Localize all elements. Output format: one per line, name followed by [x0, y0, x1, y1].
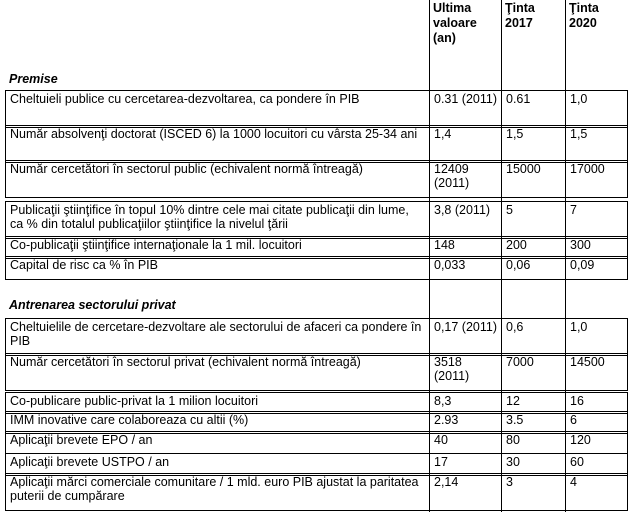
section-title-row	[5, 296, 429, 316]
target-2020: 6	[565, 412, 628, 433]
table-header-row	[5, 0, 628, 62]
target-2017: 7000	[501, 354, 565, 390]
header-target-2020: Ţinta 2020	[569, 1, 599, 30]
last-value: 3,8 (2011)	[429, 202, 501, 238]
target-2020: 14500	[565, 354, 628, 390]
table-row	[5, 160, 628, 198]
last-value: 8,3	[429, 393, 501, 413]
last-value: 0,033	[429, 257, 501, 279]
target-2020: 120	[565, 432, 628, 453]
section-title-row	[5, 70, 429, 90]
header-empty-cell	[5, 0, 429, 62]
target-2020: 300	[565, 237, 628, 258]
target-2020: 7	[565, 202, 628, 238]
section-title: Antrenarea sectorului privat	[9, 298, 176, 312]
target-2017: 3.5	[501, 412, 565, 433]
indicator-label: IMM inovative care colaboreaza cu altii (%)	[5, 412, 429, 433]
last-value: 17	[429, 454, 501, 475]
table-row	[5, 431, 628, 454]
target-2020: 1,5	[565, 126, 628, 162]
indicator-label: Cheltuielile de cercetare-dezvoltare ale sectorului de afaceri ca pondere în PIB	[5, 319, 429, 355]
last-value: 3518 (2011)	[429, 354, 501, 390]
indicator-label: Co-publicaţii ştiinţifice internaţionale la 1 mil. locuitori	[5, 237, 429, 258]
target-2020: 1,0	[565, 319, 628, 355]
last-value: 40	[429, 432, 501, 453]
indicator-label: Co-publicare public-privat la 1 milion locuitori	[5, 393, 429, 413]
last-value: 148	[429, 237, 501, 258]
target-2017: 200	[501, 237, 565, 258]
table-row	[5, 353, 628, 391]
indicator-label: Număr absolvenţi doctorat (ISCED 6) la 1000 locuitori cu vârsta 25-34 ani	[5, 126, 429, 162]
target-2020: 4	[565, 474, 628, 510]
indicator-label: Capital de risc ca % în PIB	[5, 257, 429, 279]
last-value: 12409 (2011)	[429, 161, 501, 197]
target-2020: 16	[565, 393, 628, 413]
last-value: 1,4	[429, 126, 501, 162]
table-row	[5, 90, 628, 128]
target-2017: 15000	[501, 161, 565, 197]
target-2020: 60	[565, 454, 628, 475]
target-2017: 12	[501, 393, 565, 413]
header-last-value: Ultima valoare (an)	[433, 1, 477, 45]
target-2020: 17000	[565, 161, 628, 197]
target-2017: 0.61	[501, 91, 565, 127]
table-row	[5, 201, 628, 239]
target-2017: 5	[501, 202, 565, 238]
indicator-label: Aplicaţii mărci comerciale comunitare / 1 mld. euro PIB ajustat la paritatea puterii de cumpărare	[5, 474, 429, 510]
indicator-label: Cheltuieli publice cu cercetarea-dezvoltarea, ca pondere în PIB	[5, 91, 429, 127]
target-2020: 1,0	[565, 91, 628, 127]
target-2017: 3	[501, 474, 565, 510]
table-row	[5, 318, 628, 356]
indicator-label: Număr cercetători în sectorul privat (echivalent normă întreagă)	[5, 354, 429, 390]
target-2017: 30	[501, 454, 565, 475]
target-2017: 0,06	[501, 257, 565, 279]
indicator-label: Publicaţii ştiinţifice în topul 10% dintre cele mai citate publicaţii din lume, ca % din totalul publicaţiilor ştiinţifice la nivelul ţării	[5, 202, 429, 238]
indicator-label: Aplicaţii brevete USTPO / an	[5, 454, 429, 475]
last-value: 0.31 (2011)	[429, 91, 501, 127]
section-title: Premise	[9, 72, 58, 86]
last-value: 2.93	[429, 412, 501, 433]
last-value: 0,17 (2011)	[429, 319, 501, 355]
table-row	[5, 473, 628, 511]
last-value: 2,14	[429, 474, 501, 510]
target-2017: 0,6	[501, 319, 565, 355]
target-2017: 80	[501, 432, 565, 453]
table-row	[5, 125, 628, 163]
header-target-2017: Ţinta 2017	[505, 1, 535, 30]
indicator-label: Număr cercetători în sectorul public (echivalent normă întreagă)	[5, 161, 429, 197]
indicator-label: Aplicaţii brevete EPO / an	[5, 432, 429, 453]
target-2017: 1,5	[501, 126, 565, 162]
table-row	[5, 256, 628, 280]
target-2020: 0,09	[565, 257, 628, 279]
